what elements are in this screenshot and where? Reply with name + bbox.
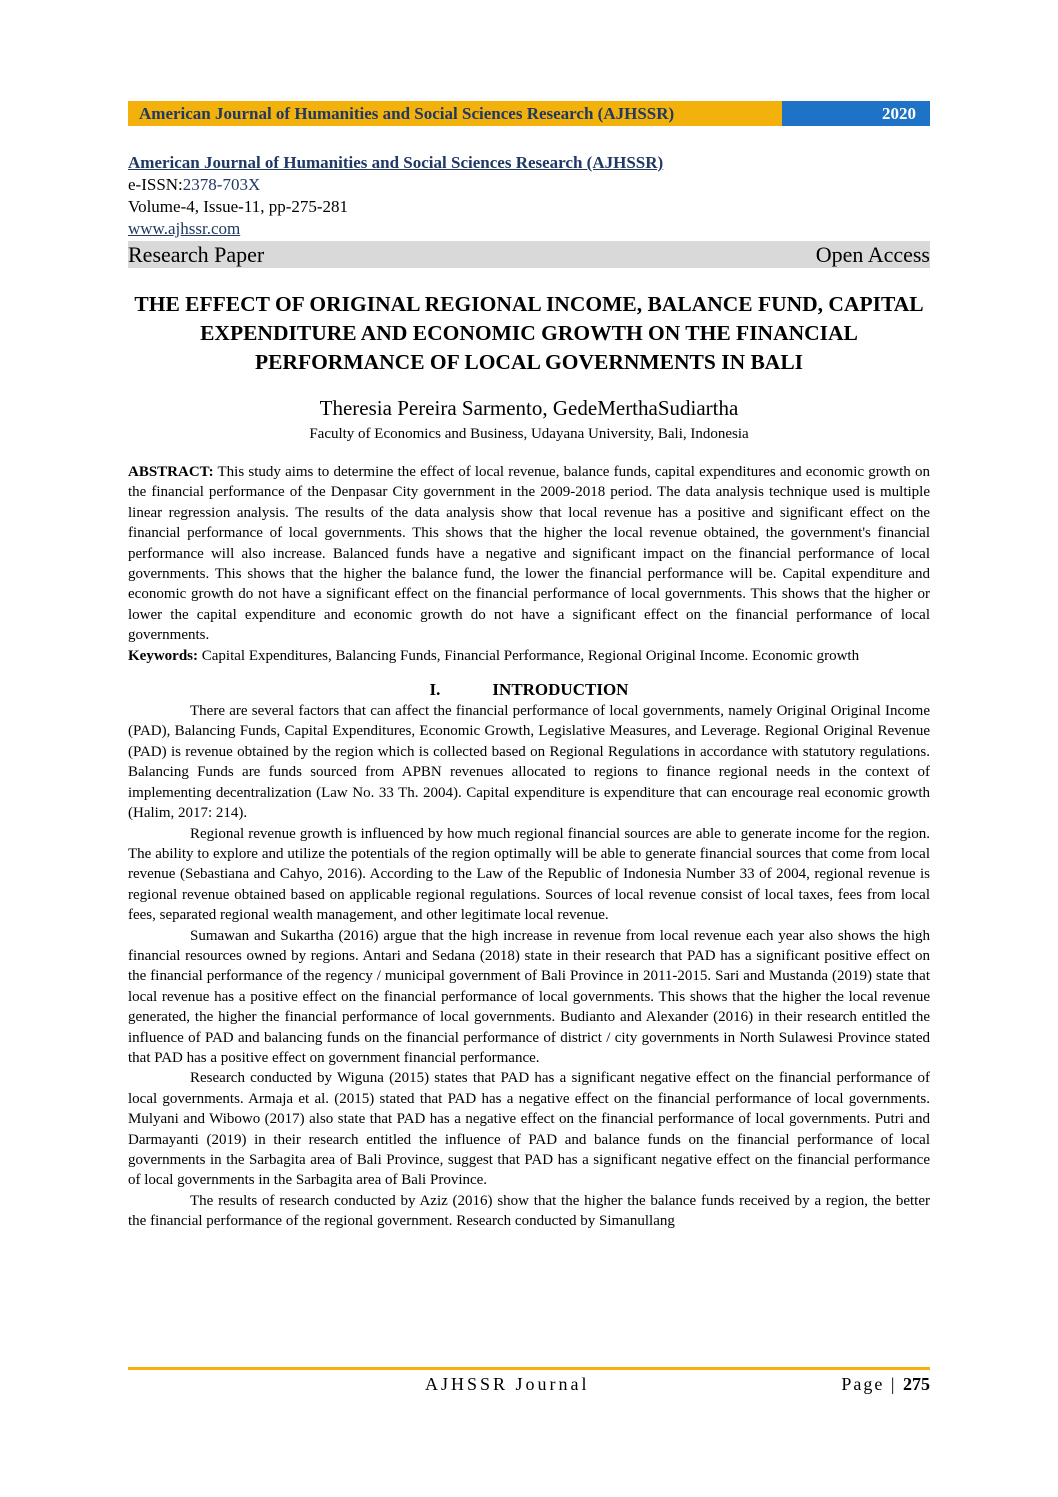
footer-page-number: 275	[903, 1374, 930, 1394]
journal-header-year: 2020	[782, 101, 930, 126]
paper-body	[128, 462, 930, 1232]
paragraph: Research conducted by Wiguna (2015) states that PAD has a significant negative effect on the financial performance of local governments. Armaja et al. (2015) stated that PAD has a negative effect on the financial performance of local governments. Mulyani and Wibowo (2017) also state that PAD has a negative effect on the financial performance of local governments. Putri and Darmayanti (2019) in their research entitled the influence of PAD and balance funds on the financial performance of local governments in the Sarbagita area of Bali Province, suggest that PAD has a significant negative effect on the financial performance of local governments in the Sarbagita area of Bali Province.	[128, 1070, 930, 1189]
paper-authors: Theresia Pereira Sarmento, GedeMerthaSudiartha	[319, 396, 739, 420]
keywords	[128, 646, 930, 666]
keywords-label: Keywords:	[128, 647, 198, 664]
journal-header-title: American Journal of Humanities and Social Sciences Research (AJHSSR)	[128, 101, 782, 126]
issn-label: e-ISSN:	[128, 175, 183, 194]
paper-title: THE EFFECT OF ORIGINAL REGIONAL INCOME, BALANCE FUND, CAPITAL EXPENDITURE AND ECONOMIC GROWTH ON THE FINANCIAL PERFORMANCE OF LOCAL GOVERNMENTS IN BALI	[134, 292, 924, 374]
footer-page-label: Page |	[841, 1374, 903, 1394]
footer-rule	[128, 1367, 930, 1370]
keywords-text: Capital Expenditures, Balancing Funds, Financial Performance, Regional Original Income. Economic growth	[198, 647, 860, 664]
journal-url-link[interactable]: www.ajhssr.com	[128, 219, 241, 238]
issn-number: 2378-703X	[182, 175, 261, 194]
paragraph: Sumawan and Sukartha (2016) argue that the high increase in revenue from local revenue each year also shows the high financial resources owned by regions. Antari and Sedana (2018) state in their research that PAD has a significant positive effect on the financial performance of the regency / municipal government of Bali Province in 2011-2015. Sari and Mustanda (2019) state that local revenue has a positive effect on the financial performance of local governments. This shows that the higher the local revenue generated, the higher the financial performance of local governments. Budianto and Alexander (2016) in their research entitled the influence of PAD and balancing funds on the financial performance of district / city governments in North Sulawesi Province stated that PAD has a positive effect on government financial performance.	[128, 927, 930, 1066]
journal-header-bar	[128, 101, 930, 126]
paper-type: Research Paper	[128, 241, 265, 267]
abstract-label: ABSTRACT:	[128, 464, 214, 480]
open-access-label: Open Access	[815, 241, 930, 267]
footer-page	[841, 1374, 930, 1395]
paragraph: Regional revenue growth is influenced by how much regional financial sources are able to generate income for the region. The ability to explore and utilize the potentials of the region optimally will be able to generate financial sources that come from local revenue (Sebastiana and Cahyo, 2016). According to the Law of the Republic of Indonesia Number 33 of 2004, regional revenue is regional revenue obtained based on applicable regional regulations. Sources of local revenue consist of local taxes, fees from local fees, separated regional wealth management, and other legitimate local revenue.	[128, 825, 930, 924]
section-heading	[128, 679, 930, 701]
journal-name: American Journal of Humanities and Social Sciences Research (AJHSSR)	[128, 153, 664, 172]
abstract-text: This study aims to determine the effect of local revenue, balance funds, capital expenditures and economic growth on the financial performance of the Denpasar City government in the 2009-2018 period. The data analysis technique used is multiple linear regression analysis. The results of the data analysis show that local revenue has a positive and significant effect on the financial performance of local governments. This shows that the higher the local revenue obtained, the government's financial performance will also increase. Balanced funds have a negative and significant impact on the financial performance of local governments. This shows that the higher the balance fund, the lower the financial performance will be. Capital expenditure and economic growth do not have a significant effect on the financial performance of local governments. This shows that the higher or lower the capital expenditure and economic growth do not have a significant effect on the financial performance of local governments.	[128, 464, 930, 644]
section-number: I.	[429, 680, 441, 700]
issn-line	[128, 174, 930, 196]
author-affiliation: Faculty of Economics and Business, Udayana University, Bali, Indonesia	[309, 426, 749, 442]
section-title: INTRODUCTION	[492, 680, 629, 700]
paragraph: There are several factors that can affect the financial performance of local governments, namely Original Original Income (PAD), Balancing Funds, Capital Expenditures, Economic Growth, Legislative Measures, and Leverage. Regional Original Revenue (PAD) is revenue obtained by the region which is collected based on Regional Regulations in accordance with statutory regulations. Balancing Funds are funds sourced from APBN revenues allocated to regions to finance regional needs in the context of implementing decentralization (Law No. 33 Th. 2004). Capital expenditure is expenditure that can encourage real economic growth (Halim, 2017: 214).	[128, 703, 930, 822]
journal-meta	[128, 152, 930, 240]
abstract	[128, 462, 930, 646]
paragraph: The results of research conducted by Aziz (2016) show that the higher the balance funds received by a region, the better the financial performance of the regional government. Research conducted by Simanullang	[128, 1192, 930, 1230]
volume-line: Volume-4, Issue-11, pp-275-281	[128, 197, 349, 216]
footer-journal: AJHSSR Journal	[425, 1374, 590, 1394]
paper-type-bar	[128, 241, 930, 268]
